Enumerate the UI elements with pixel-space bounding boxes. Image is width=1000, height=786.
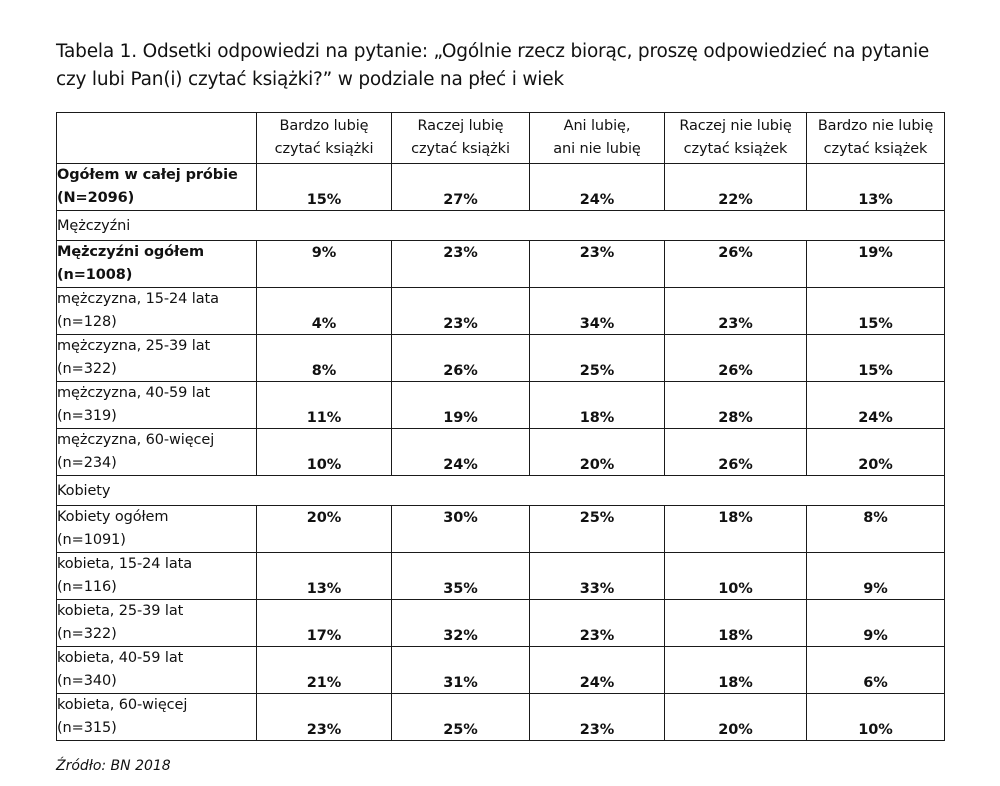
row-label bbox=[57, 647, 257, 694]
row-label-count: (n=116) bbox=[57, 579, 117, 595]
row-label-group: mężczyzna, 40-59 lat bbox=[57, 385, 211, 401]
value-cell: 23% bbox=[530, 241, 665, 288]
row-label bbox=[57, 600, 257, 647]
table-row bbox=[57, 600, 945, 647]
header-cell-2 bbox=[392, 113, 530, 164]
header-cell-4 bbox=[665, 113, 807, 164]
table-row bbox=[57, 647, 945, 694]
value-cell: 23% bbox=[392, 241, 530, 288]
table-row bbox=[57, 241, 945, 288]
value-cell: 9% bbox=[807, 600, 945, 647]
row-label-group: mężczyzna, 25-39 lat bbox=[57, 338, 211, 354]
value-cell: 18% bbox=[665, 600, 807, 647]
section-label: Kobiety bbox=[57, 476, 945, 506]
value-cell: 24% bbox=[392, 429, 530, 476]
value-cell: 20% bbox=[257, 506, 392, 553]
value-cell: 13% bbox=[257, 553, 392, 600]
value-cell: 17% bbox=[257, 600, 392, 647]
table-body bbox=[57, 164, 945, 741]
row-label-group: Mężczyźni ogółem bbox=[57, 244, 204, 260]
table-header bbox=[57, 113, 945, 164]
table-row bbox=[57, 553, 945, 600]
row-label bbox=[57, 241, 257, 288]
value-cell: 25% bbox=[530, 506, 665, 553]
row-label-count: (N=2096) bbox=[57, 190, 135, 206]
value-cell: 26% bbox=[392, 335, 530, 382]
value-cell: 8% bbox=[257, 335, 392, 382]
section-label: Mężczyźni bbox=[57, 211, 945, 241]
source-note: Źródło: BN 2018 bbox=[56, 758, 171, 774]
survey-table bbox=[56, 112, 945, 741]
value-cell: 10% bbox=[665, 553, 807, 600]
value-cell: 24% bbox=[530, 164, 665, 211]
value-cell: 18% bbox=[665, 647, 807, 694]
value-cell: 18% bbox=[530, 382, 665, 429]
value-cell: 24% bbox=[807, 382, 945, 429]
row-label-count: (n=234) bbox=[57, 455, 117, 471]
header-line: czytać książek bbox=[823, 141, 928, 157]
row-label bbox=[57, 694, 257, 741]
value-cell: 20% bbox=[530, 429, 665, 476]
value-cell: 26% bbox=[665, 335, 807, 382]
header-line: Bardzo lubię bbox=[279, 118, 369, 134]
row-label bbox=[57, 429, 257, 476]
header-cell-1 bbox=[257, 113, 392, 164]
row-label-count: (n=322) bbox=[57, 361, 117, 377]
value-cell: 31% bbox=[392, 647, 530, 694]
value-cell: 21% bbox=[257, 647, 392, 694]
header-cell-3 bbox=[530, 113, 665, 164]
section-row bbox=[57, 476, 945, 506]
value-cell: 24% bbox=[530, 647, 665, 694]
value-cell: 15% bbox=[807, 288, 945, 335]
value-cell: 32% bbox=[392, 600, 530, 647]
row-label-group: mężczyzna, 60-więcej bbox=[57, 432, 215, 448]
value-cell: 10% bbox=[807, 694, 945, 741]
row-label-count: (n=128) bbox=[57, 314, 117, 330]
value-cell: 30% bbox=[392, 506, 530, 553]
row-label-group: kobieta, 25-39 lat bbox=[57, 603, 184, 619]
value-cell: 22% bbox=[665, 164, 807, 211]
header-line: czytać książki bbox=[274, 141, 374, 157]
value-cell: 26% bbox=[665, 241, 807, 288]
value-cell: 9% bbox=[257, 241, 392, 288]
row-label-group: kobieta, 60-więcej bbox=[57, 697, 188, 713]
row-label bbox=[57, 335, 257, 382]
value-cell: 23% bbox=[530, 694, 665, 741]
row-label-count: (n=322) bbox=[57, 626, 117, 642]
value-cell: 15% bbox=[807, 335, 945, 382]
header-line: czytać książek bbox=[683, 141, 788, 157]
row-label-count: (n=340) bbox=[57, 673, 117, 689]
value-cell: 35% bbox=[392, 553, 530, 600]
table-row bbox=[57, 288, 945, 335]
row-label-count: (n=1008) bbox=[57, 267, 133, 283]
header-line: Ani lubię, bbox=[563, 118, 631, 134]
row-label-count: (n=319) bbox=[57, 408, 117, 424]
table-row bbox=[57, 382, 945, 429]
row-label bbox=[57, 553, 257, 600]
value-cell: 20% bbox=[665, 694, 807, 741]
value-cell: 33% bbox=[530, 553, 665, 600]
value-cell: 23% bbox=[530, 600, 665, 647]
value-cell: 26% bbox=[665, 429, 807, 476]
row-label-count: (n=1091) bbox=[57, 532, 126, 548]
table-row bbox=[57, 164, 945, 211]
value-cell: 28% bbox=[665, 382, 807, 429]
header-row bbox=[57, 113, 945, 164]
row-label-group: kobieta, 40-59 lat bbox=[57, 650, 184, 666]
value-cell: 4% bbox=[257, 288, 392, 335]
header-line: Raczej lubię bbox=[417, 118, 504, 134]
header-line: Bardzo nie lubię bbox=[817, 118, 934, 134]
value-cell: 23% bbox=[665, 288, 807, 335]
value-cell: 8% bbox=[807, 506, 945, 553]
value-cell: 19% bbox=[807, 241, 945, 288]
row-label bbox=[57, 288, 257, 335]
table-row bbox=[57, 335, 945, 382]
table-row bbox=[57, 429, 945, 476]
value-cell: 6% bbox=[807, 647, 945, 694]
value-cell: 18% bbox=[665, 506, 807, 553]
value-cell: 20% bbox=[807, 429, 945, 476]
header-line: Raczej nie lubię bbox=[679, 118, 792, 134]
table-row bbox=[57, 506, 945, 553]
row-label-group: kobieta, 15-24 lata bbox=[57, 556, 193, 572]
value-cell: 25% bbox=[392, 694, 530, 741]
value-cell: 11% bbox=[257, 382, 392, 429]
row-label-count: (n=315) bbox=[57, 720, 117, 736]
section-row bbox=[57, 211, 945, 241]
value-cell: 25% bbox=[530, 335, 665, 382]
value-cell: 10% bbox=[257, 429, 392, 476]
header-line: czytać książki bbox=[411, 141, 510, 157]
value-cell: 27% bbox=[392, 164, 530, 211]
value-cell: 13% bbox=[807, 164, 945, 211]
row-label-group: mężczyzna, 15-24 lata bbox=[57, 291, 219, 307]
row-label bbox=[57, 382, 257, 429]
value-cell: 15% bbox=[257, 164, 392, 211]
row-label-group: Kobiety ogółem bbox=[57, 509, 169, 525]
row-label bbox=[57, 164, 257, 211]
row-label bbox=[57, 506, 257, 553]
value-cell: 23% bbox=[392, 288, 530, 335]
row-label-group: Ogółem w całej próbie bbox=[57, 167, 238, 183]
table-caption: Tabela 1. Odsetki odpowiedzi na pytanie: „Ogólnie rzecz biorąc, proszę odpowiedzieć na pytanie czy lubi Pan(i) czytać książki?” w podziale na płeć i wiek bbox=[56, 41, 930, 90]
value-cell: 23% bbox=[257, 694, 392, 741]
header-line: ani nie lubię bbox=[553, 141, 641, 157]
value-cell: 19% bbox=[392, 382, 530, 429]
value-cell: 9% bbox=[807, 553, 945, 600]
table-row bbox=[57, 694, 945, 741]
header-cell-empty bbox=[57, 113, 257, 164]
header-cell-5 bbox=[807, 113, 945, 164]
value-cell: 34% bbox=[530, 288, 665, 335]
